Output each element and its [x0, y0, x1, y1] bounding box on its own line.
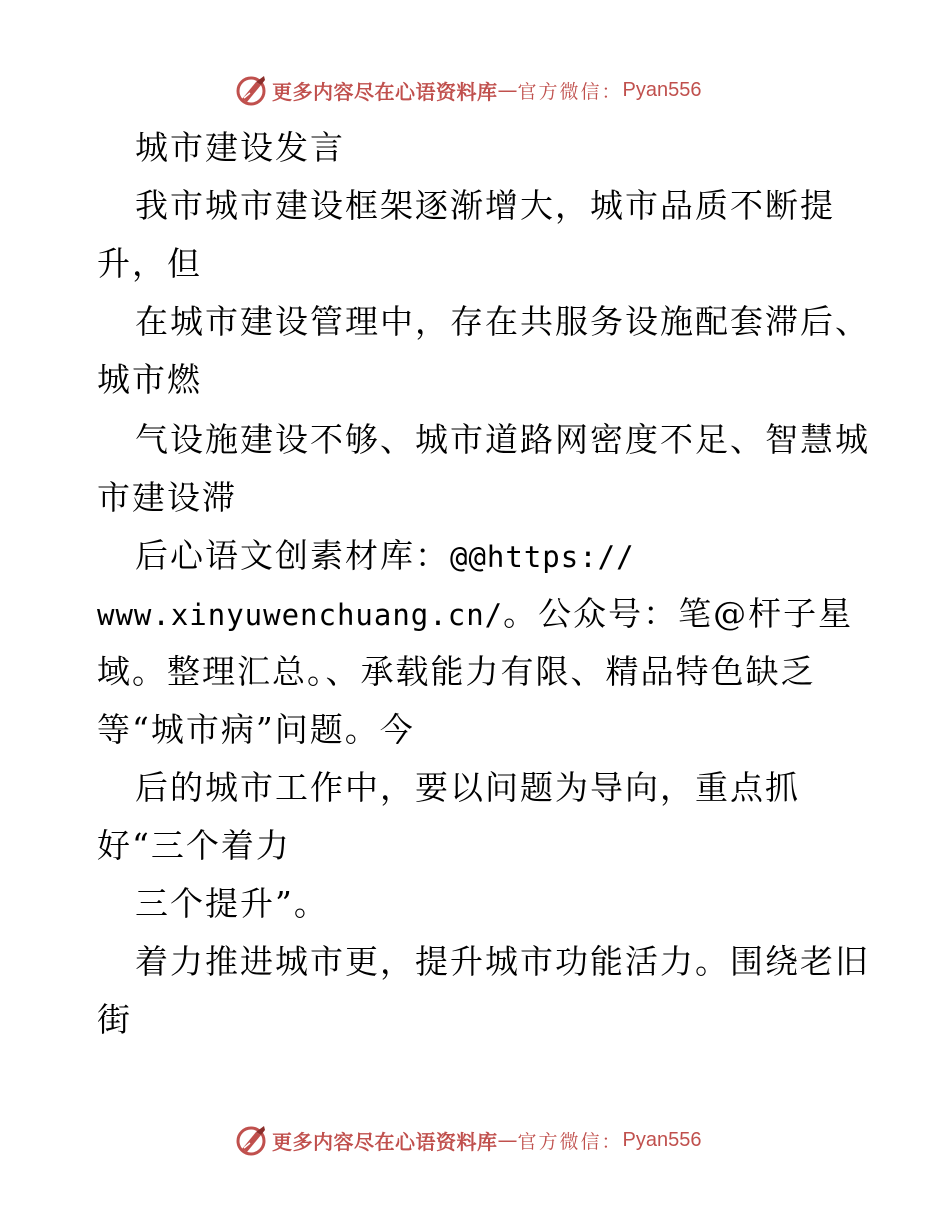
banner-official-label: 官方微信：	[517, 1130, 623, 1153]
text-line: 等“城市病”问题。今	[97, 710, 415, 749]
text-line: 街	[97, 1000, 132, 1039]
text-line: 在城市建设管理中，存在共服务设施配套滞后、	[135, 302, 870, 341]
text-line: 城市燃	[97, 360, 202, 399]
url-segment: www.xinyuwenchuang.cn/	[97, 598, 504, 632]
banner-site-text: 更多内容尽在心语资料库	[272, 1129, 498, 1154]
banner-wechat-id: Pyan556	[622, 1128, 702, 1151]
text-line	[135, 536, 635, 577]
url-segment: @@https://	[450, 540, 635, 574]
text-line: 气设施建设不够、城市道路网密度不足、智慧城	[135, 420, 870, 459]
text-line: 升，但	[97, 244, 202, 283]
banner-dash: —	[497, 78, 518, 102]
text-segment: 。公众号：笔@杆子星	[503, 594, 854, 633]
text-line: 好“三个着力	[97, 826, 291, 865]
banner-site-text: 更多内容尽在心语资料库	[272, 79, 498, 104]
text-line: 市建设滞	[97, 478, 237, 517]
banner-official-label: 官方微信：	[517, 80, 623, 103]
doc-title: 城市建设发言	[135, 128, 345, 167]
pen-logo-icon	[234, 1122, 270, 1158]
footer-banner	[234, 1120, 701, 1160]
banner-dash: —	[497, 1128, 518, 1152]
text-line	[97, 594, 853, 635]
text-segment: 后心语文创素材库：	[135, 536, 450, 575]
text-line: 后的城市工作中，要以问题为导向，重点抓	[135, 768, 800, 807]
text-line: 我市城市建设框架逐渐增大，城市品质不断提	[135, 186, 835, 225]
text-line: 域。整理汇总。、承载能力有限、精品特色缺乏	[97, 652, 816, 691]
banner-wechat-id: Pyan556	[622, 78, 702, 101]
text-line: 三个提升”。	[135, 884, 329, 923]
text-line: 着力推进城市更，提升城市功能活力。围绕老旧	[135, 942, 870, 981]
